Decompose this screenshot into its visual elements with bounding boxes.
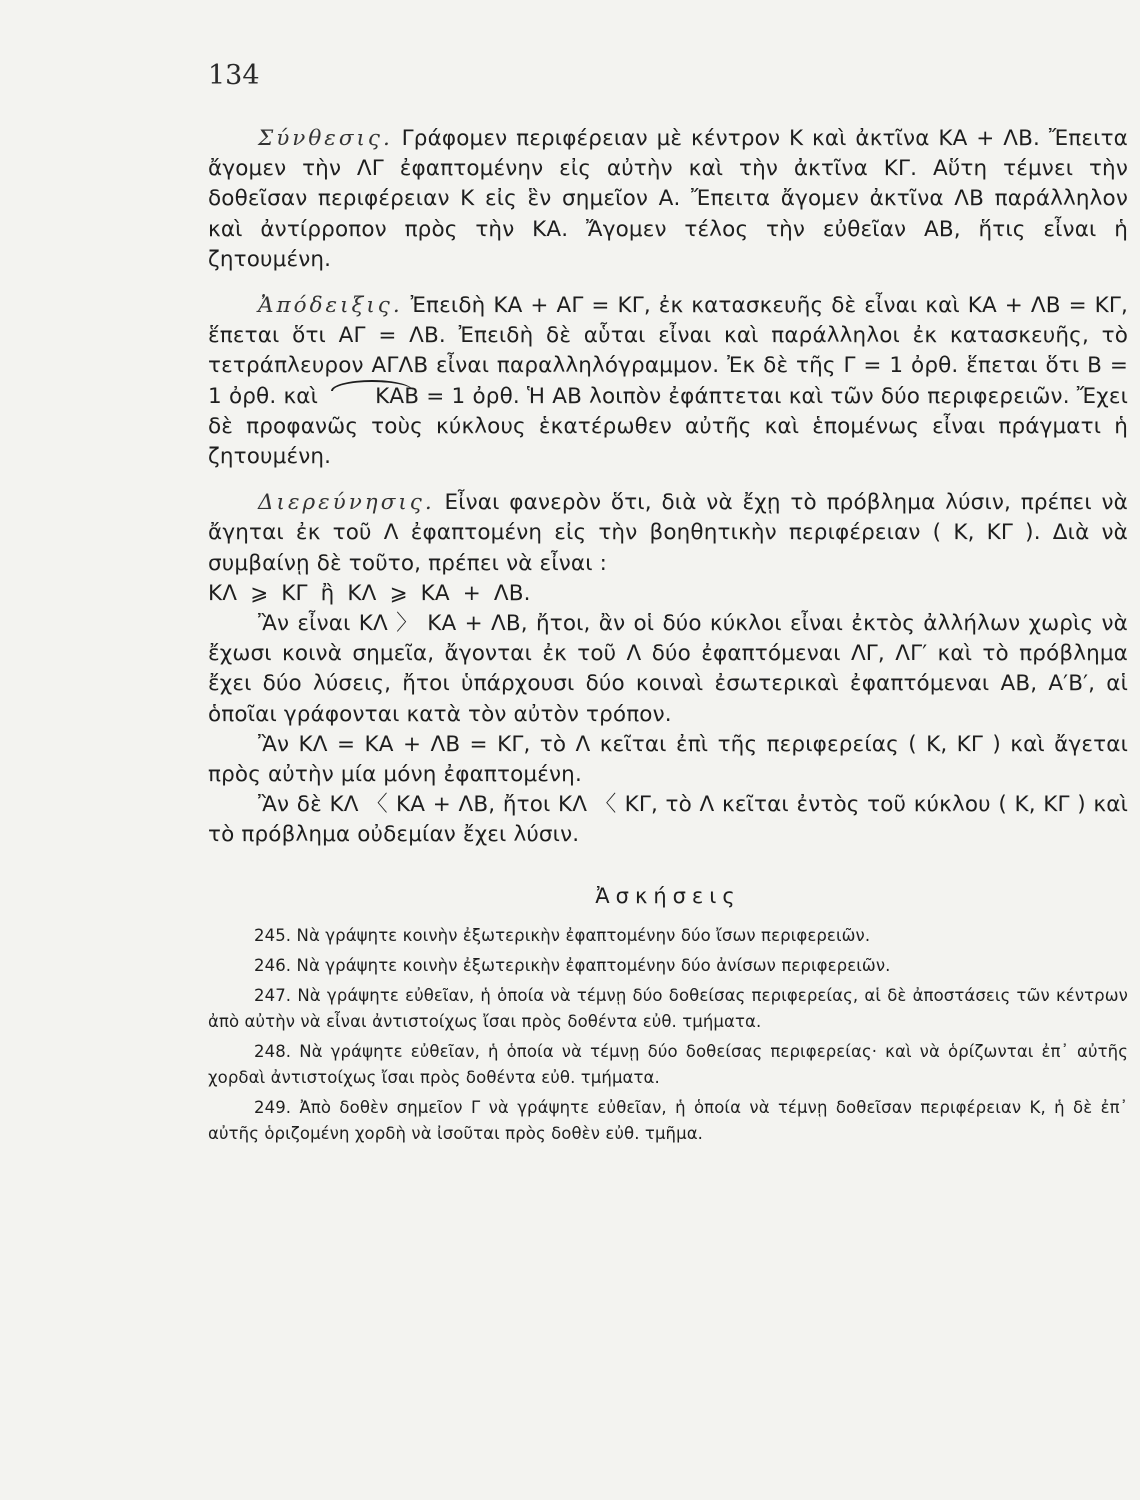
proof-text-before: Ἐπειδὴ ΚΑ + ΑΓ = ΚΓ, ἐκ κατασκευῆς δὲ εἶναι καὶ ΚΑ + ΛΒ = ΚΓ, ἕπεται ὅτι ΑΓ = ΛΒ. Ἐπειδὴ δὲ αὗται εἶναι καὶ παράλληλοι ἐκ κατασκευῆς, τὸ τετράπλευρον ΑΓΛΒ εἶναι παραλληλόγραμμον. Ἐκ δὲ τῆς Γ = 1 ὀρθ. ἕπεται ὅτι Β = 1 ὀρθ. καὶ xyxy=(208,293,1129,409)
exercise-text: Νὰ γράψητε εὐθεῖαν, ἡ ὁποία νὰ τέμνῃ δύο δοθείσας περιφερείας· καὶ νὰ ὁρίζωνται ἐπ᾽ αὐτῆς χορδαὶ ἀντιστοίχως ἴσαι πρὸς δοθέντα εὐθ. τμήματα. xyxy=(208,1041,1128,1087)
exercise-number: 248. xyxy=(254,1041,292,1061)
case-two-solutions: Ἂν εἶναι ΚΛ 〉 ΚΑ + ΛΒ, ἤτοι, ἂν οἱ δύο κύκλοι εἶναι ἐκτὸς ἀλλήλων χωρὶς νὰ ἔχωσι κοινὰ σημεῖα, ἄγονται ἐκ τοῦ Λ δύο ἐφαπτόμεναι ΛΓ, ΛΓ′ καὶ τὸ πρόβλημα ἔχει δύο λύσεις, ἤτοι ὑπάρχουσι δύο κοιναὶ ἐσωτερικαὶ ἐφαπτόμεναι ΑΒ, Α′Β′, αἱ ὁποῖαι γράφονται κατὰ τὸν αὐτὸν τρόπον. xyxy=(208,611,1128,727)
case-one-solution: Ἂν ΚΛ = ΚΑ + ΛΒ = ΚΓ, τὸ Λ κεῖται ἐπὶ τῆς περιφερείας ( Κ, ΚΓ ) καὶ ἄγεται πρὸς αὐτὴν μία μόνη ἐφαπτομένη. xyxy=(208,731,1128,788)
exercise-list xyxy=(208,923,1128,1147)
exercise-item xyxy=(208,953,1128,979)
case-no-solution: Ἂν δὲ ΚΛ 〈 ΚΑ + ΛΒ, ἤτοι ΚΛ 〈 ΚΓ, τὸ Λ κεῖται ἐντὸς τοῦ κύκλου ( Κ, ΚΓ ) καὶ τὸ πρόβλημα οὐδεμίαν ἔχει λύσιν. xyxy=(208,792,1128,848)
exercise-number: 249. xyxy=(254,1097,292,1117)
angle-kab: ΚΑΒ xyxy=(325,382,419,412)
exercise-item xyxy=(208,1039,1128,1091)
proof-paragraph xyxy=(208,291,1128,472)
discussion-paragraph xyxy=(208,488,1128,579)
synthesis-text: Γράφομεν περιφέρειαν μὲ κέντρον Κ καὶ ἀκτῖνα ΚΑ + ΛΒ. Ἔπειτα ἄγομεν τὴν ΛΓ ἐφαπτομένην εἰς αὐτὴν καὶ τὴν ἀκτῖνα ΚΓ. Αὕτη τέμνει τὴν δοθεῖσαν περιφέρειαν Κ εἰς ἓν σημεῖον Α. Ἔπειτα ἄγομεν ἀκτῖνα ΛΒ παράλληλον καὶ ἀντίρροπον πρὸς τὴν ΚΑ. Ἄγομεν τέλος τὴν εὐθεῖαν ΑΒ, ἥτις εἶναι ἡ ζητουμένη. xyxy=(208,126,1129,272)
page-number: 134 xyxy=(208,60,260,91)
synthesis-heading: Σύνθεσις. xyxy=(258,126,393,151)
discussion-text: Εἶναι φανερὸν ὅτι, διὰ νὰ ἔχῃ τὸ πρόβλημα λύσιν, πρέπει νὰ ἄγηται ἐκ τοῦ Λ ἐφαπτομένη εἰς τὴν βοηθητικὴν περιφέρειαν ( Κ, ΚΓ ). Διὰ νὰ συμβαίνῃ δὲ τοῦτο, πρέπει νὰ εἶναι : xyxy=(208,490,1128,576)
exercise-text: Ἀπὸ δοθὲν σημεῖον Γ νὰ γράψητε εὐθεῖαν, ἡ ὁποία νὰ τέμνῃ δοθεῖσαν περιφέρειαν Κ, ἡ δὲ ἐπ᾽ αὐτῆς ὁριζομένη χορδὴ νὰ ἰσοῦται πρὸς δοθὲν εὐθ. τμῆμα. xyxy=(208,1097,1128,1143)
exercise-text: Νὰ γράψητε κοινὴν ἐξωτερικὴν ἐφαπτομένην δύο ἀνίσων περιφερειῶν. xyxy=(296,955,891,975)
exercise-text: Νὰ γράψητε εὐθεῖαν, ἡ ὁποία νὰ τέμνῃ δύο δοθείσας περιφερείας, αἱ δὲ ἀποστάσεις τῶν κέντρων ἀπὸ αὐτὴν νὰ εἶναι ἀντιστοίχως ἴσαι πρὸς δοθέντα εὐθ. τμήματα. xyxy=(208,985,1128,1031)
exercise-number: 247. xyxy=(254,985,292,1005)
exercise-item xyxy=(208,1095,1128,1147)
condition-formula: ΚΛ ⩾ ΚΓ ἢ ΚΛ ⩾ ΚΑ + ΛΒ. xyxy=(208,580,531,606)
main-text xyxy=(208,124,1128,1147)
exercise-item xyxy=(208,983,1128,1035)
exercise-number: 245. xyxy=(254,925,292,945)
exercise-number: 246. xyxy=(254,955,292,975)
synthesis-paragraph xyxy=(208,124,1128,275)
proof-heading: Ἀπόδειξις. xyxy=(258,293,403,319)
proof-text-after: = 1 ὀρθ. Ἡ ΑΒ λοιπὸν ἐφάπτεται καὶ τῶν δύο περιφερειῶν. Ἔχει δὲ προφανῶς τοὺς κύκλους ἑκατέρωθεν αὐτῆς καὶ ἑπομένως εἶναι πράγματι ἡ ζητουμένη. xyxy=(208,383,1129,470)
exercise-text: Νὰ γράψητε κοινὴν ἐξωτερικὴν ἐφαπτομένην δύο ἴσων περιφερειῶν. xyxy=(296,925,871,945)
discussion-heading: Διερεύνησις. xyxy=(258,490,435,516)
exercises-heading: Ἀσκήσεις xyxy=(595,883,741,908)
exercise-item xyxy=(208,923,1128,949)
